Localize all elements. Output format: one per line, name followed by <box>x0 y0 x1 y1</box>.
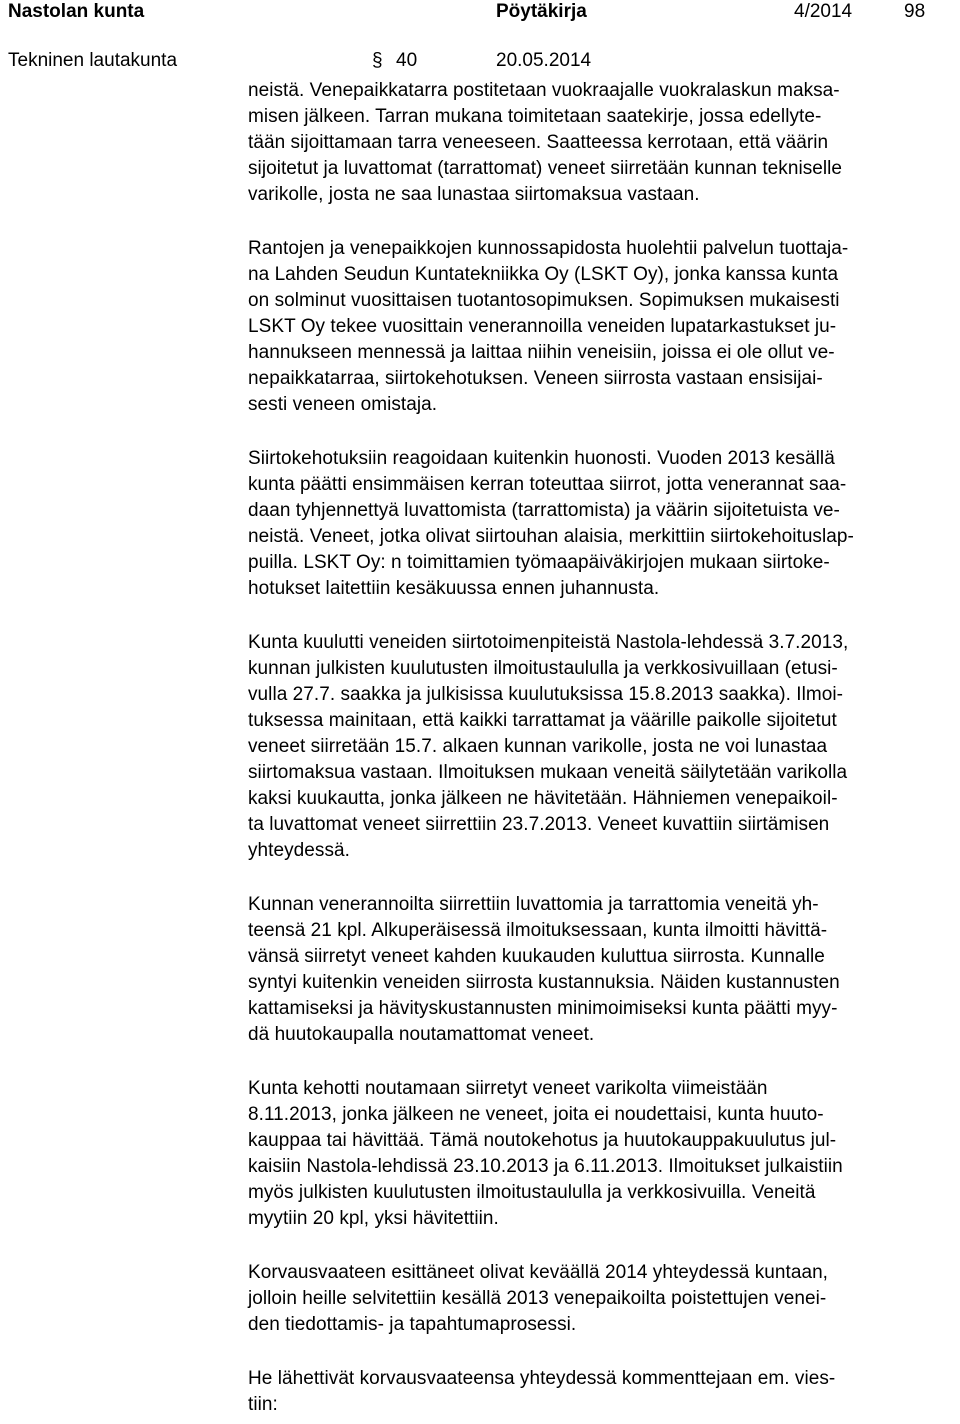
body-paragraph <box>248 236 954 418</box>
paragraph-line: yhteydessä. <box>248 840 350 861</box>
paragraph-line: tuksessa mainitaan, että kaikki tarrattamat ja väärille paikolle sijoitetut <box>248 710 837 731</box>
paragraph-line: vänsä siirretyt veneet kahden kuukauden kuluttua siirrosta. Kunnalle <box>248 946 825 967</box>
body-paragraph <box>248 1366 954 1418</box>
paragraph-line: varikolle, josta ne saa lunastaa siirtomaksua vastaan. <box>248 184 700 205</box>
page-number: 98 <box>904 1 926 22</box>
paragraph-line: nepaikkatarraa, siirtokehotuksen. Veneen siirrosta vastaan ensisijai- <box>248 368 823 389</box>
paragraph-line: 8.11.2013, jonka jälkeen ne veneet, joita ei noudettaisi, kunta huuto- <box>248 1104 824 1125</box>
paragraph-gap <box>248 602 954 630</box>
paragraph-line: kauppaa tai hävittää. Tämä noutokehotus ja huutokauppakuulutus jul- <box>248 1130 837 1151</box>
paragraph-line: sesti veneen omistaja. <box>248 394 438 415</box>
paragraph-gap <box>248 1338 954 1366</box>
body-paragraph <box>248 446 954 602</box>
paragraph-line: misen jälkeen. Tarran mukana toimitetaan saatekirje, jossa edellyte- <box>248 106 822 127</box>
paragraph-gap <box>248 1232 954 1260</box>
document-type: Pöytäkirja <box>496 1 587 22</box>
paragraph-line: Kunnan venerannoilta siirrettiin luvattomia ja tarrattomia veneitä yh- <box>248 894 819 915</box>
paragraph-line: jolloin heille selvitettiin kesällä 2013 venepaikoilta poistettujen venei- <box>248 1288 827 1309</box>
paragraph-line: kunnan julkisten kuulutusten ilmoitustaululla ja verkkosivuillaan (etusi- <box>248 658 838 679</box>
paragraph-line: daan tyhjennettyä luvattomista (tarrattomista) ja väärin sijoitetuista ve- <box>248 500 840 521</box>
paragraph-line: neistä. Veneet, jotka olivat siirtouhan alaisia, merkittiin siirtokehoituslap- <box>248 526 854 547</box>
body-paragraph <box>248 630 954 864</box>
paragraph-line: ta luvattomat veneet siirrettiin 23.7.2013. Veneet kuvattiin siirtämisen <box>248 814 830 835</box>
section-reference <box>372 49 417 73</box>
paragraph-line: Korvausvaateen esittäneet olivat keväällä 2014 yhteydessä kuntaan, <box>248 1262 829 1283</box>
paragraph-line: kunta päätti ensimmäisen kerran toteuttaa siirrot, jotta venerannat saa- <box>248 474 847 495</box>
body-paragraph <box>248 1076 954 1232</box>
paragraph-line: kaisiin Nastola-lehdissä 23.10.2013 ja 6.11.2013. Ilmoitukset julkaistiin <box>248 1156 843 1177</box>
section-number: 40 <box>396 50 418 71</box>
paragraph-line: vulla 27.7. saakka ja julkisissa kuulutuksissa 15.8.2013 saakka). Ilmoi- <box>248 684 844 705</box>
paragraph-line: na Lahden Seudun Kuntatekniikka Oy (LSKT Oy), jonka kanssa kunta <box>248 264 839 285</box>
body-paragraph <box>248 1260 954 1338</box>
paragraph-line: Kunta kehotti noutamaan siirretyt veneet varikolta viimeistään <box>248 1078 768 1099</box>
body-paragraph <box>248 78 954 208</box>
document-number: 4/2014 <box>794 1 853 22</box>
paragraph-line: neistä. Venepaikkatarra postitetaan vuokraajalle vuokralaskun maksa- <box>248 80 840 101</box>
paragraph-line: sijoitetut ja luvattomat (tarrattomat) veneet siirretään kunnan tekniselle <box>248 158 843 179</box>
board-name: Tekninen lautakunta <box>8 50 178 71</box>
document-body <box>248 78 954 1418</box>
paragraph-line: Kunta kuulutti veneiden siirtotoimenpiteistä Nastola-lehdessä 3.7.2013, <box>248 632 849 653</box>
paragraph-line: teensä 21 kpl. Alkuperäisessä ilmoituksessaan, kunta ilmoitti hävittä- <box>248 920 828 941</box>
organization-name: Nastolan kunta <box>8 1 145 22</box>
paragraph-line: hannukseen mennessä ja laittaa niihin veneisiin, joissa ei ole ollut ve- <box>248 342 835 363</box>
body-paragraph <box>248 892 954 1048</box>
paragraph-line: dä huutokaupalla noutamattomat veneet. <box>248 1024 595 1045</box>
paragraph-line: myytiin 20 kpl, yksi hävitettiin. <box>248 1208 499 1229</box>
paragraph-line: kaksi kuukautta, jonka jälkeen ne hävitetään. Hähniemen venepaikoil- <box>248 788 838 809</box>
paragraph-line: myös julkisten kuulutusten ilmoitustaululla ja verkkosivuilla. Veneitä <box>248 1182 816 1203</box>
paragraph-line: tiin: <box>248 1394 278 1415</box>
paragraph-gap <box>248 1048 954 1076</box>
meeting-date: 20.05.2014 <box>496 50 592 71</box>
paragraph-line: syntyi kuitenkin veneiden siirrosta kustannuksia. Näiden kustannusten <box>248 972 840 993</box>
paragraph-gap <box>248 418 954 446</box>
paragraph-line: Siirtokehotuksiin reagoidaan kuitenkin huonosti. Vuoden 2013 kesällä <box>248 448 835 469</box>
paragraph-line: den tiedottamis- ja tapahtumaprosessi. <box>248 1314 577 1335</box>
document-header <box>0 0 960 80</box>
paragraph-line: hotukset laitettiin kesäkuussa ennen juhannusta. <box>248 578 660 599</box>
paragraph-line: on solminut vuosittaisen tuotantosopimuksen. Sopimuksen mukaisesti <box>248 290 840 311</box>
paragraph-line: Rantojen ja venepaikkojen kunnossapidosta huolehtii palvelun tuottaja- <box>248 238 849 259</box>
paragraph-line: He lähettivät korvausvaateensa yhteydessä kommenttejaan em. vies- <box>248 1368 836 1389</box>
paragraph-line: puilla. LSKT Oy: n toimittamien työmaapäiväkirjojen mukaan siirtoke- <box>248 552 830 573</box>
paragraph-line: siirtomaksua vastaan. Ilmoituksen mukaan veneitä säilytetään varikolla <box>248 762 848 783</box>
paragraph-gap <box>248 864 954 892</box>
paragraph-line: LSKT Oy tekee vuosittain venerannoilla veneiden lupatarkastukset ju- <box>248 316 837 337</box>
paragraph-line: kattamiseksi ja hävityskustannusten minimoimiseksi kunta päätti myy- <box>248 998 838 1019</box>
paragraph-line: veneet siirretään 15.7. alkaen kunnan varikolle, josta ne voi lunastaa <box>248 736 828 757</box>
paragraph-line: tään sijoittamaan tarra veneeseen. Saatteessa kerrotaan, että väärin <box>248 132 829 153</box>
section-symbol: § <box>372 50 383 71</box>
paragraph-gap <box>248 208 954 236</box>
